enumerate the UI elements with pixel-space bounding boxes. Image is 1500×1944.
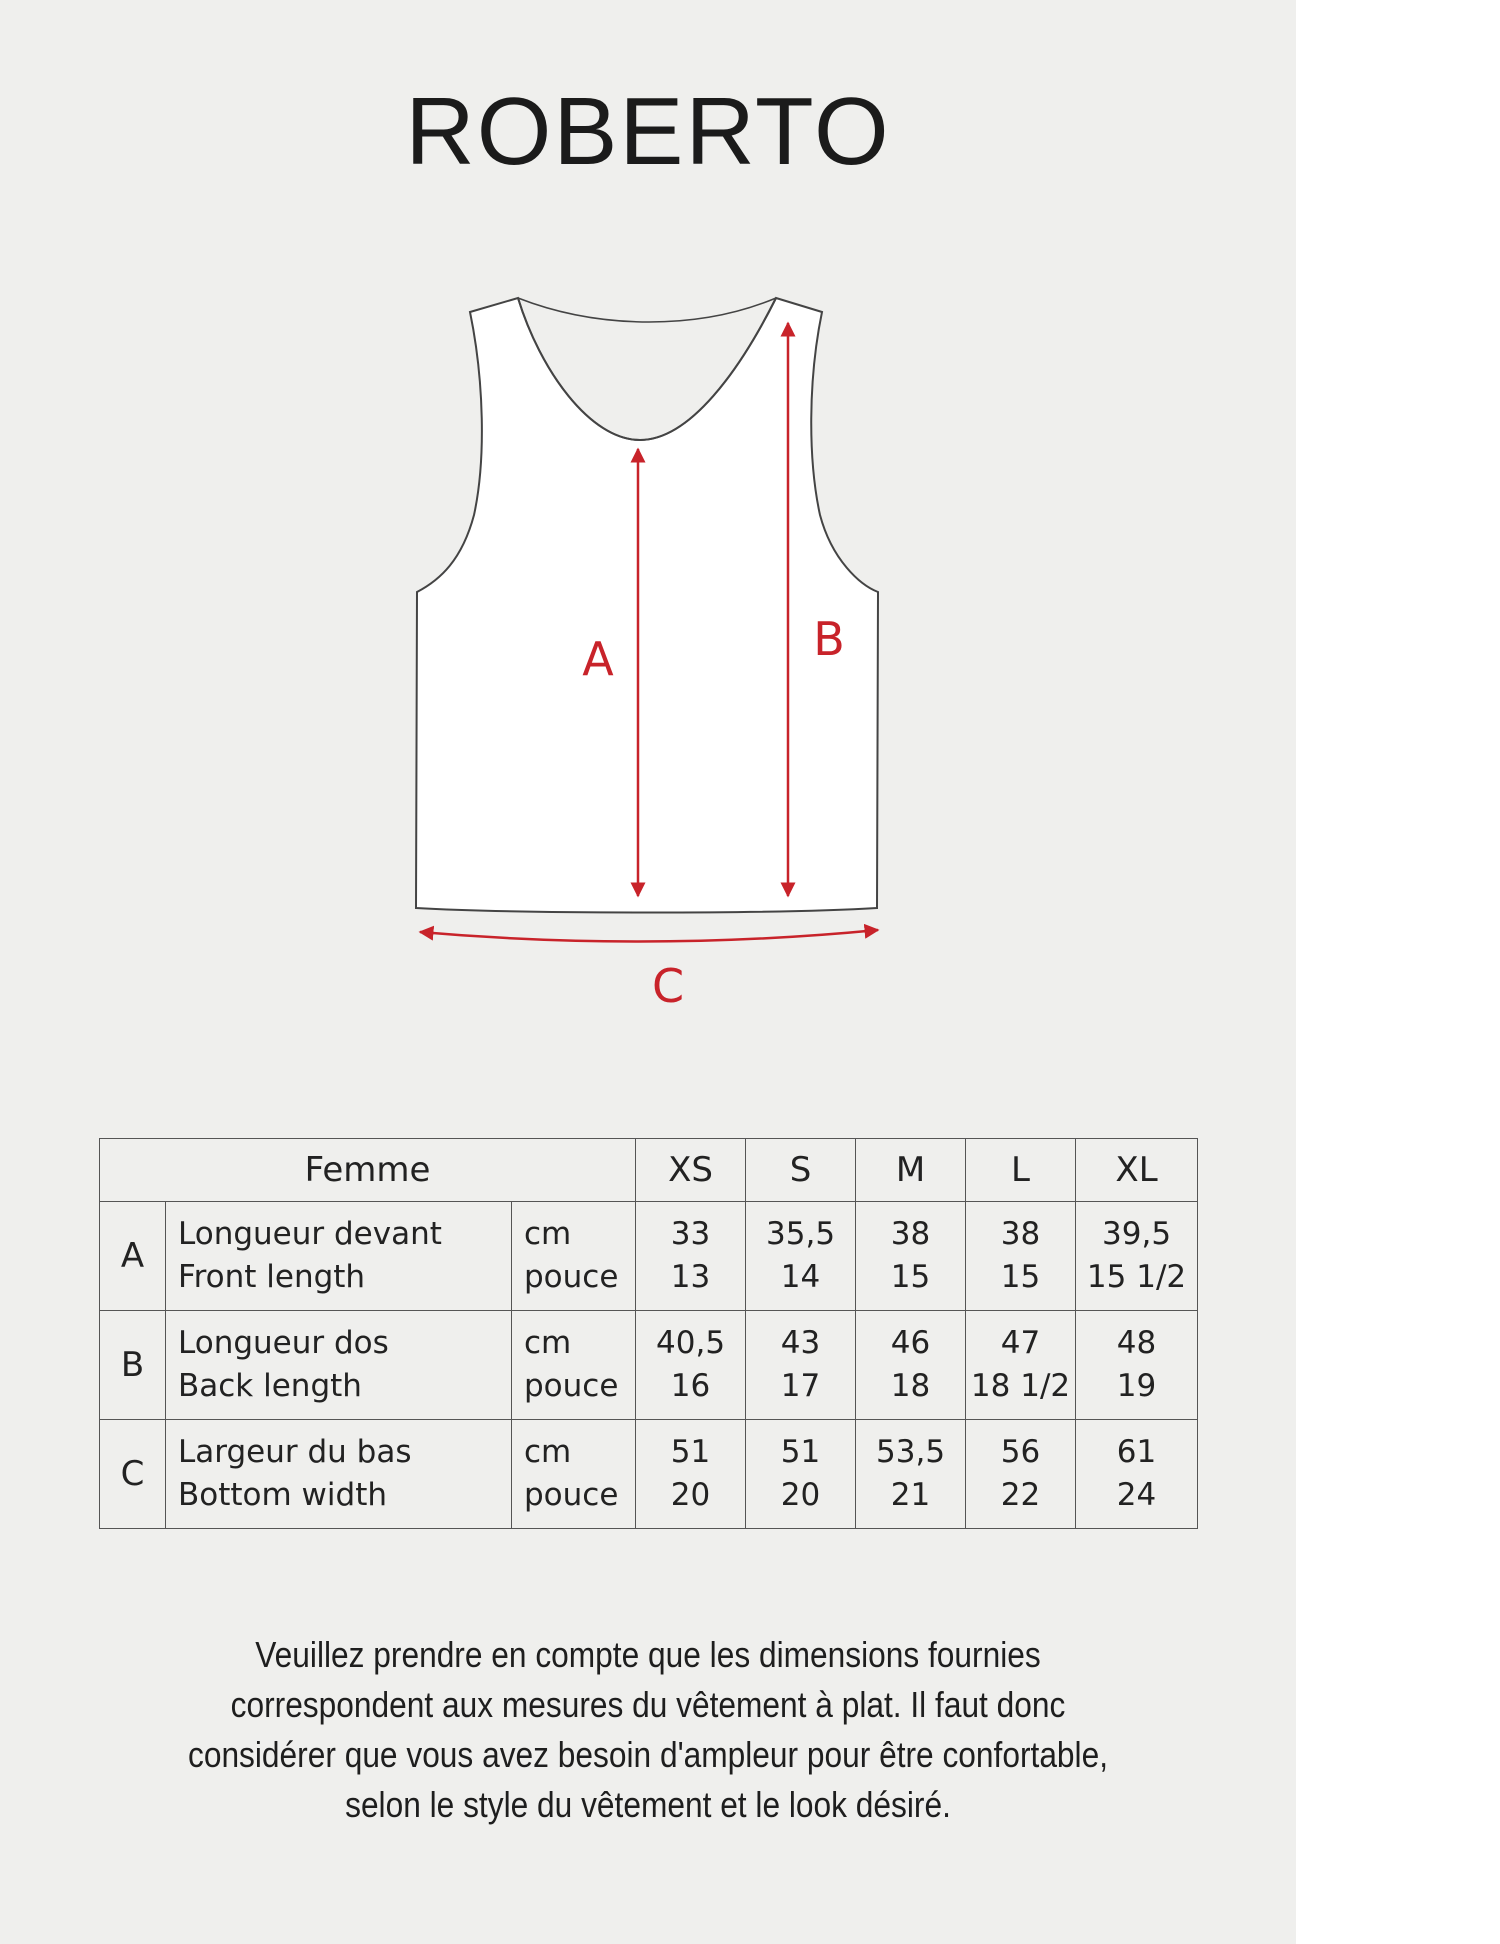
measure-c-arrow [420, 930, 878, 942]
row-label-en: Front length [178, 1259, 366, 1295]
value-cm: 43 [780, 1325, 821, 1361]
cell-s [746, 1311, 856, 1420]
cell-s [746, 1202, 856, 1311]
row-units [512, 1202, 636, 1311]
unit-cm: cm [524, 1434, 572, 1470]
row-letter: C [100, 1420, 166, 1529]
row-label-fr: Largeur du bas [178, 1434, 412, 1470]
value-cm: 38 [890, 1216, 931, 1252]
row-units [512, 1311, 636, 1420]
row-label-fr: Longueur dos [178, 1325, 389, 1361]
tank-top-diagram [0, 0, 1296, 1060]
value-cm: 40,5 [656, 1325, 726, 1361]
value-cm: 51 [670, 1434, 711, 1470]
header-femme: Femme [100, 1139, 636, 1202]
value-inch: 20 [780, 1477, 821, 1513]
unit-cm: cm [524, 1216, 572, 1252]
size-table [99, 1138, 1198, 1529]
header-size-xl: XL [1076, 1139, 1198, 1202]
row-units [512, 1420, 636, 1529]
row-label-fr: Longueur devant [178, 1216, 442, 1252]
row-label [166, 1202, 512, 1311]
value-cm: 48 [1116, 1325, 1157, 1361]
value-cm: 51 [780, 1434, 821, 1470]
value-cm: 47 [1000, 1325, 1041, 1361]
cell-xs [636, 1202, 746, 1311]
value-inch: 15 [1000, 1259, 1041, 1295]
value-inch: 22 [1000, 1477, 1041, 1513]
unit-inch: pouce [524, 1477, 619, 1513]
value-inch: 13 [670, 1259, 711, 1295]
value-inch: 18 [890, 1368, 931, 1404]
row-label-en: Back length [178, 1368, 362, 1404]
row-letter: B [100, 1311, 166, 1420]
value-inch: 15 [890, 1259, 931, 1295]
value-cm: 46 [890, 1325, 931, 1361]
row-letter: A [100, 1202, 166, 1311]
value-cm: 35,5 [766, 1216, 836, 1252]
cell-xs [636, 1420, 746, 1529]
table-row [100, 1311, 1198, 1420]
row-label-en: Bottom width [178, 1477, 388, 1513]
measure-b-label: B [813, 612, 845, 666]
cell-s [746, 1420, 856, 1529]
value-inch: 16 [670, 1368, 711, 1404]
cell-l [966, 1420, 1076, 1529]
garment-outline [416, 298, 878, 913]
header-size-m: M [856, 1139, 966, 1202]
value-inch: 24 [1116, 1477, 1157, 1513]
value-cm: 38 [1000, 1216, 1041, 1252]
table-row [100, 1420, 1198, 1529]
table-row [100, 1202, 1198, 1311]
cell-m [856, 1420, 966, 1529]
value-cm: 61 [1116, 1434, 1157, 1470]
measure-a-label: A [582, 632, 614, 686]
row-label [166, 1311, 512, 1420]
row-label [166, 1420, 512, 1529]
cell-xs [636, 1311, 746, 1420]
table-header-row [100, 1139, 1198, 1202]
cell-m [856, 1311, 966, 1420]
value-cm: 53,5 [876, 1434, 946, 1470]
cell-l [966, 1311, 1076, 1420]
header-size-s: S [746, 1139, 856, 1202]
value-cm: 56 [1000, 1434, 1041, 1470]
value-cm: 39,5 [1102, 1216, 1172, 1252]
cell-xl [1076, 1420, 1198, 1529]
value-inch: 21 [890, 1477, 931, 1513]
value-inch: 20 [670, 1477, 711, 1513]
cell-m [856, 1202, 966, 1311]
fit-note: Veuillez prendre en compte que les dimensions fournies correspondent aux mesures du vêtement à plat. Il faut donc considérer que vous avez besoin d'ampleur pour être confortable, selon le style du vêtement et le look désiré. [187, 1634, 1109, 1825]
value-cm: 33 [670, 1216, 711, 1252]
unit-inch: pouce [524, 1368, 619, 1404]
back-neckline [518, 298, 776, 322]
value-inch: 19 [1116, 1368, 1157, 1404]
cell-l [966, 1202, 1076, 1311]
value-inch: 18 1/2 [970, 1368, 1071, 1404]
page-title: ROBERTO [405, 78, 891, 185]
header-size-l: L [966, 1139, 1076, 1202]
value-inch: 14 [780, 1259, 821, 1295]
value-inch: 17 [780, 1368, 821, 1404]
unit-cm: cm [524, 1325, 572, 1361]
cell-xl [1076, 1202, 1198, 1311]
value-inch: 15 1/2 [1086, 1259, 1187, 1295]
unit-inch: pouce [524, 1259, 619, 1295]
header-size-xs: XS [636, 1139, 746, 1202]
measure-c-label: C [651, 959, 685, 1013]
cell-xl [1076, 1311, 1198, 1420]
